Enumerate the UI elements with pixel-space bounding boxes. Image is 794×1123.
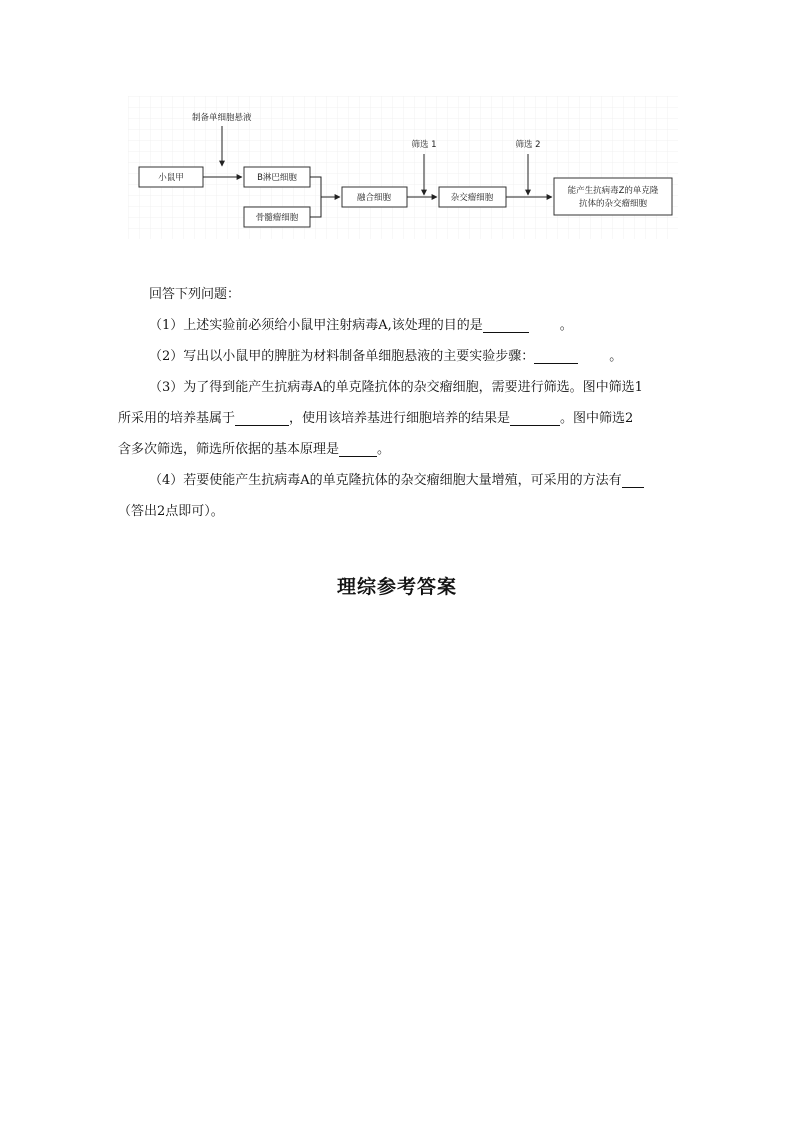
q2-blank[interactable] (534, 349, 578, 364)
q3-line1: （3）为了得到能产生抗病毒A的单克隆抗体的杂交瘤细胞，需要进行筛选。图中筛选1 (149, 379, 643, 395)
box-hybridoma-label: 杂交瘤细胞 (450, 193, 494, 203)
question-1 (118, 310, 688, 341)
q4-blank[interactable] (622, 473, 644, 488)
q3-line2-c: 。图中筛选2 (560, 410, 634, 426)
question-3-line2 (118, 403, 688, 434)
question-4-line1 (118, 465, 688, 496)
screen1-label: 筛选 1 (411, 140, 437, 150)
box-final (554, 178, 672, 215)
question-3-line3 (118, 434, 688, 465)
flowchart-svg (128, 96, 678, 239)
flowchart-diagram (128, 96, 678, 239)
q2-text: （2）写出以小鼠甲的脾脏为材料制备单细胞悬液的主要实验步骤： (149, 348, 535, 364)
screen2-label: 筛选 2 (515, 140, 541, 150)
q1-end: 。 (559, 317, 573, 333)
q4-line1: （4）若要使能产生抗病毒A的单克隆抗体的杂交瘤细胞大量增殖，可采用的方法有 (149, 472, 622, 488)
intro-text: 回答下列问题： (149, 286, 241, 302)
box-fusion-label: 融合细胞 (356, 193, 392, 203)
box-final-line1: 能产生抗病毒Z的单克隆 (567, 186, 659, 196)
questions-block (118, 279, 688, 527)
q3-line3-a: 含多次筛选，筛选所依据的基本原理是 (118, 441, 340, 457)
question-4-line2 (118, 496, 688, 527)
q3-blank-1[interactable] (235, 411, 289, 426)
q3-line2-b: ，使用该培养基进行细胞培养的结果是 (289, 410, 511, 426)
q3-blank-2[interactable] (510, 411, 560, 426)
q3-line2-a: 所采用的培养基属于 (118, 410, 236, 426)
answer-title: 理综参考答案 (336, 576, 457, 598)
box-b-cell-label: B淋巴细胞 (257, 173, 297, 183)
intro-line (118, 279, 688, 310)
q1-blank[interactable] (483, 318, 529, 333)
box-mouse-label: 小鼠甲 (158, 173, 184, 183)
q4-line2: （答出2点即可）。 (118, 503, 224, 519)
box-myeloma-label: 骨髓瘤细胞 (255, 213, 299, 223)
prep-label: 制备单细胞悬液 (192, 113, 252, 123)
question-2 (118, 341, 688, 372)
q3-blank-3[interactable] (339, 442, 377, 457)
question-3-line1 (118, 372, 688, 403)
box-final-line2: 抗体的杂交瘤细胞 (578, 199, 648, 209)
q1-text: （1）上述实验前必须给小鼠甲注射病毒A,该处理的目的是 (149, 317, 483, 333)
q3-line3-b: 。 (377, 441, 391, 457)
q2-end: 。 (609, 348, 623, 364)
